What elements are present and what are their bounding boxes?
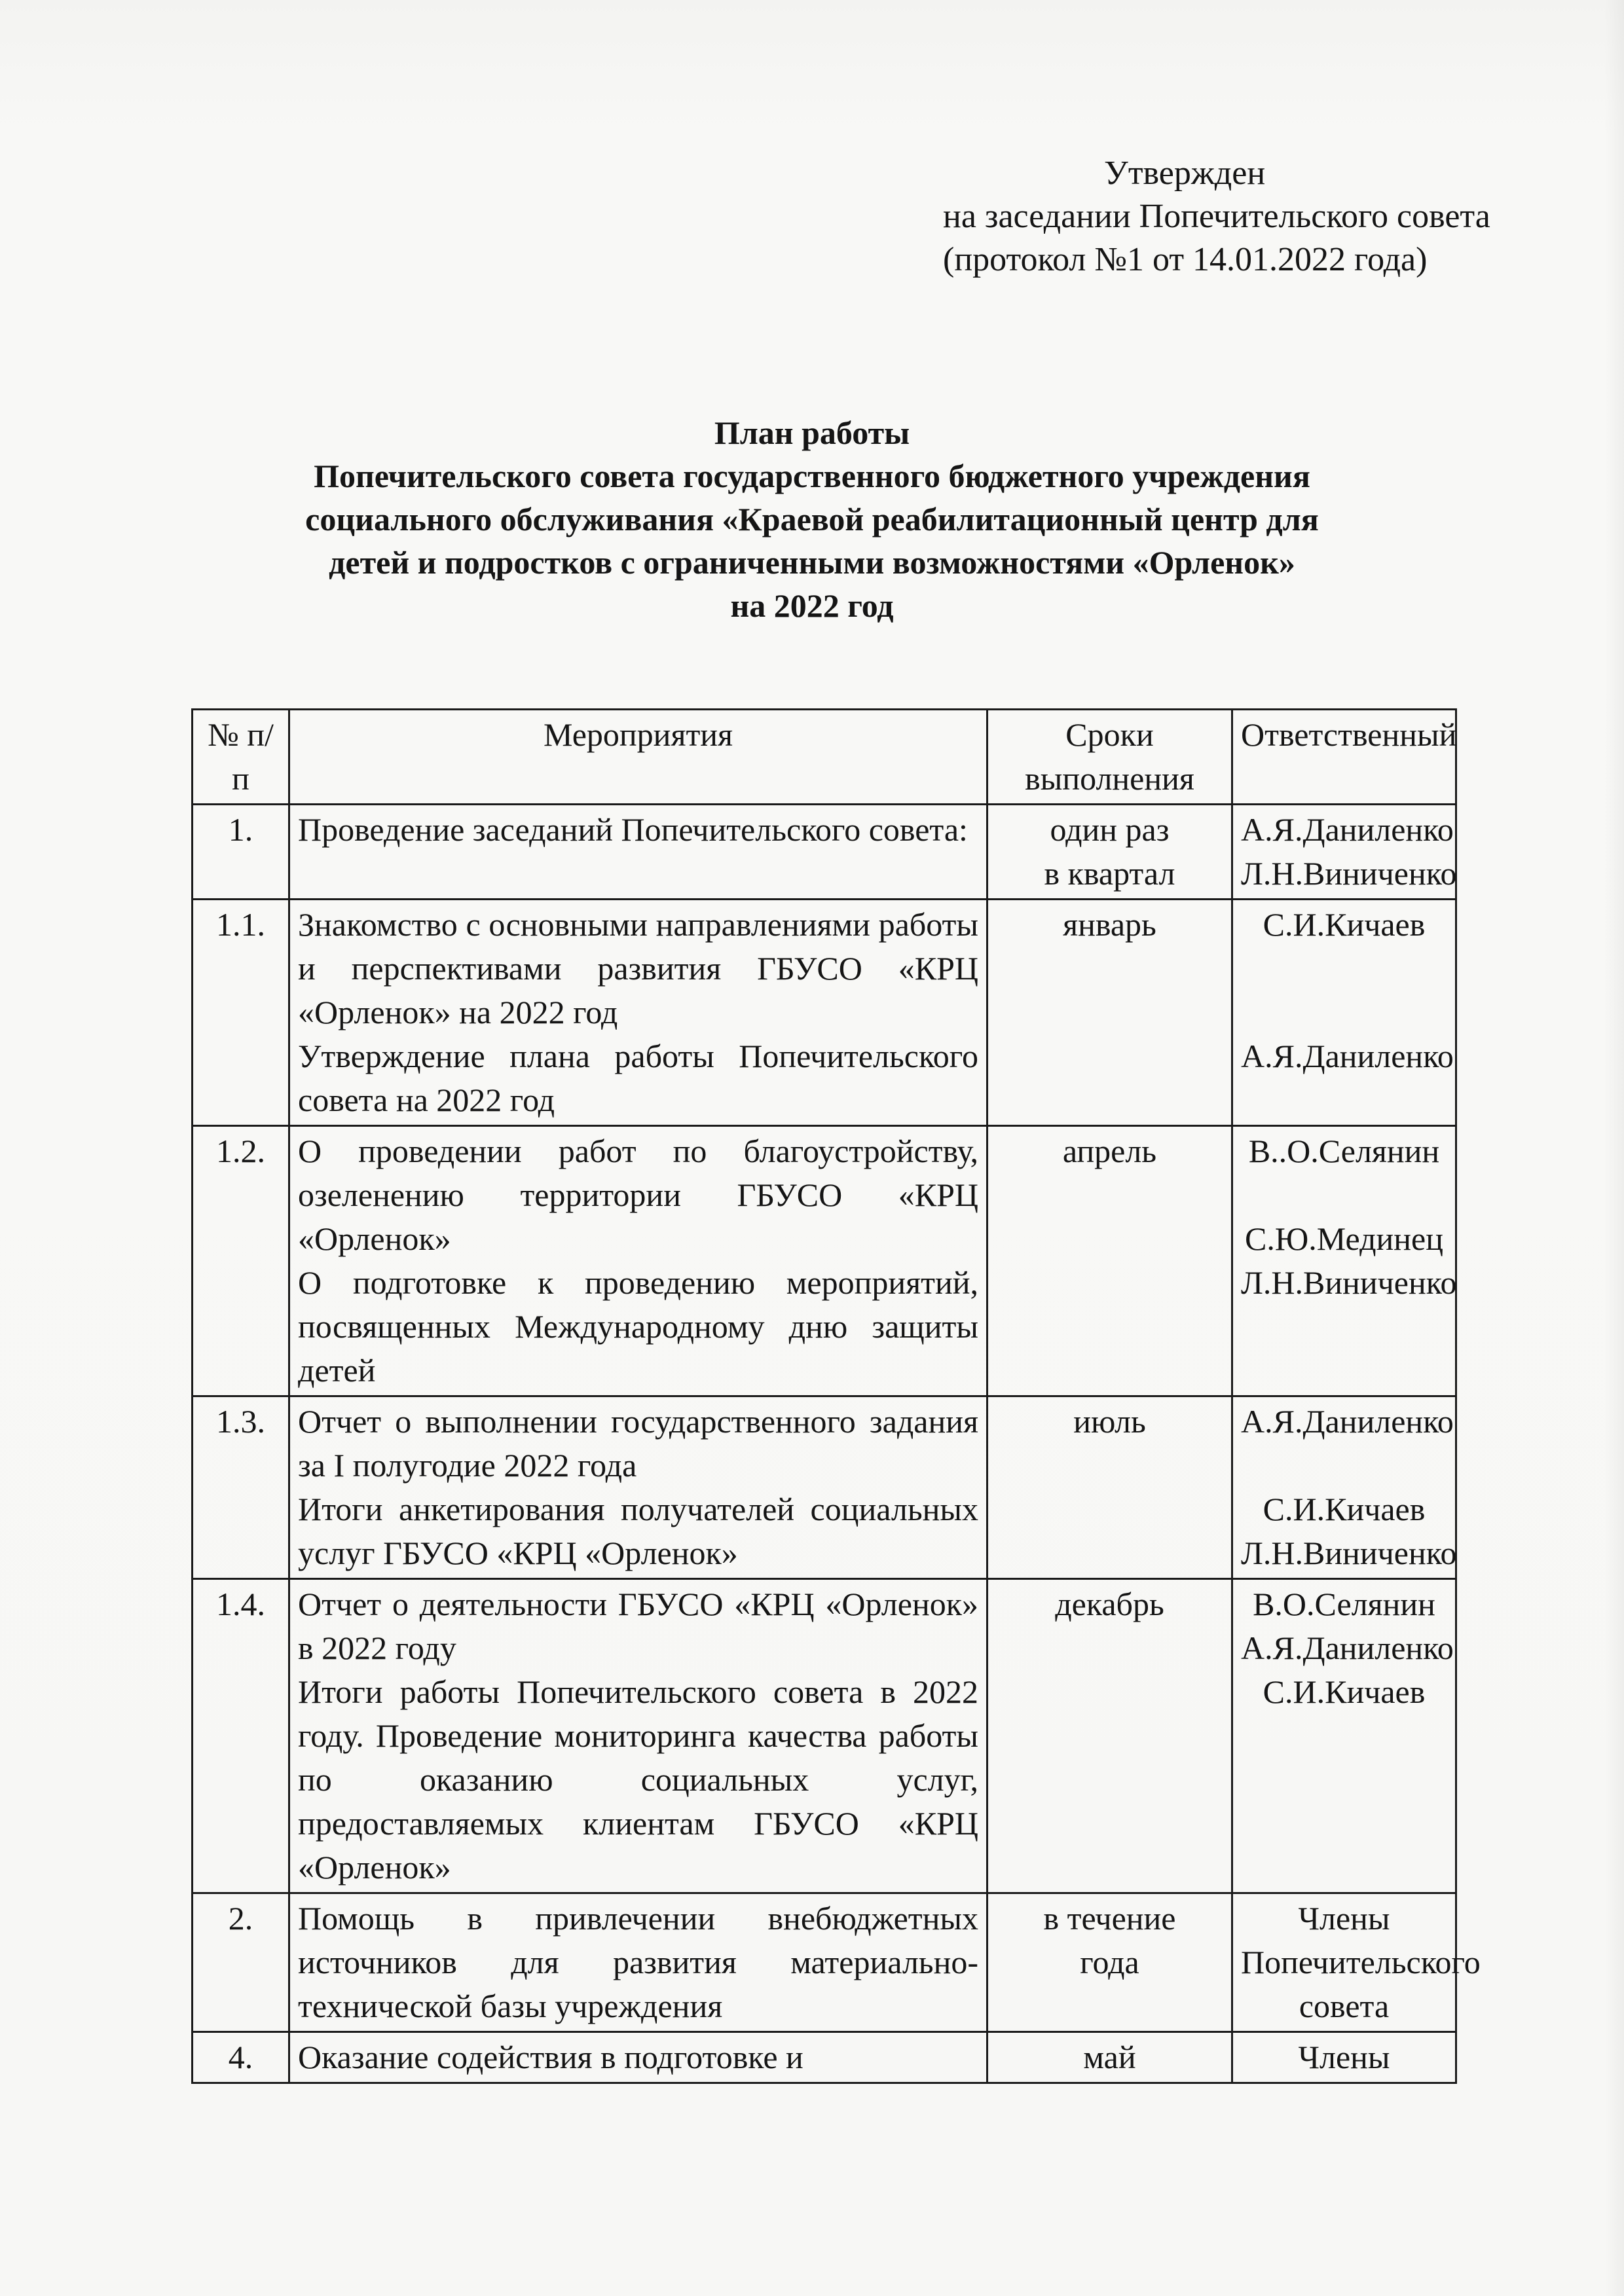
row-term	[987, 1579, 1232, 1893]
term-text: январь	[1063, 906, 1156, 943]
event-text: Оказание содействия в подготовке и	[298, 2039, 803, 2075]
row-event	[289, 1893, 987, 2032]
resp-text: С.И.Кичаев	[1263, 1673, 1426, 1710]
term-text: в квартал	[1044, 855, 1175, 892]
event-text: Отчет о деятельности ГБУСО «КРЦ «Орленок» в 2022 году	[298, 1586, 978, 1666]
resp-text: С.Ю.Мединец	[1245, 1220, 1443, 1257]
work-plan-table	[191, 708, 1481, 2084]
row-num: 1.3.	[193, 1396, 289, 1579]
row-event	[289, 1396, 987, 1579]
row-term	[987, 1126, 1232, 1396]
table-row	[193, 900, 1456, 1126]
title-line-5: на 2022 год	[730, 587, 894, 624]
row-num: 1.4.	[193, 1579, 289, 1893]
row-num: 1.1.	[193, 900, 289, 1126]
row-term	[987, 1893, 1232, 2032]
row-term	[987, 805, 1232, 900]
table-row	[193, 1893, 1456, 2032]
row-num: 1.2.	[193, 1126, 289, 1396]
title-line-4: детей и подростков с ограниченными возможностями «Орленок»	[329, 544, 1295, 581]
resp-text: А.Я.Даниленко	[1241, 1630, 1454, 1666]
row-event	[289, 2032, 987, 2083]
resp-text: Попечительского	[1241, 1944, 1481, 1980]
row-resp	[1232, 1893, 1481, 2032]
title-line-3: социального обслуживания «Краевой реабилитационный центр для	[305, 501, 1319, 538]
event-text: О подготовке к проведению мероприятий, посвященных Международному дню защиты детей	[298, 1264, 978, 1389]
row-term	[987, 2032, 1232, 2083]
row-term	[987, 900, 1232, 1126]
term-text: в течение	[1043, 1900, 1176, 1937]
resp-text: Члены	[1298, 1900, 1390, 1937]
scan-edge-shadow	[1604, 0, 1624, 2296]
event-text: Итоги анкетирования получателей социальных услуг ГБУСО «КРЦ «Орленок»	[298, 1491, 978, 1571]
row-event	[289, 1126, 987, 1396]
event-text: О проведении работ по благоустройству, озеленению территории ГБУСО «КРЦ «Орленок»	[298, 1133, 978, 1257]
resp-text: совета	[1299, 1988, 1390, 2024]
approval-text: на заседании Попечительского совета (протокол №1 от 14.01.2022 года)	[943, 198, 1490, 278]
term-text: один раз	[1050, 811, 1170, 848]
resp-text: А.Я.Даниленко	[1241, 811, 1454, 848]
event-text: Помощь в привлечении внебюджетных источников для развития материально-технической базы учреждения	[298, 1900, 978, 2024]
term-text: апрель	[1062, 1133, 1157, 1169]
header-event: Мероприятия	[289, 710, 987, 805]
resp-text: С.И.Кичаев	[1263, 1491, 1426, 1527]
row-resp	[1232, 2032, 1456, 2083]
table-header-row	[193, 710, 1456, 805]
term-text: май	[1083, 2039, 1136, 2075]
header-resp: Ответственный	[1232, 710, 1456, 805]
row-term	[987, 1396, 1232, 1579]
event-text: Итоги работы Попечительского совета в 2022 году. Проведение мониторинга качества работы по оказанию социальных услуг, предоставляемых клиентам ГБУСО «КРЦ «Орленок»	[298, 1673, 978, 1886]
row-resp	[1232, 900, 1456, 1126]
term-text: июль	[1073, 1403, 1146, 1440]
term-text: декабрь	[1055, 1586, 1164, 1622]
row-event	[289, 900, 987, 1126]
row-resp	[1232, 1579, 1456, 1893]
resp-text: С.И.Кичаев	[1263, 906, 1426, 943]
document-title	[196, 411, 1428, 627]
row-event	[289, 805, 987, 900]
row-resp	[1232, 805, 1456, 900]
event-text: Отчет о выполнении государственного задания за I полугодие 2022 года	[298, 1403, 978, 1484]
title-line-2: Попечительского совета государственного бюджетного учреждения	[314, 458, 1310, 494]
table-row	[193, 1579, 1456, 1893]
row-num: 2.	[193, 1893, 289, 2032]
row-num: 4.	[193, 2032, 289, 2083]
resp-text: Члены	[1298, 2039, 1390, 2075]
title-line-1: План работы	[714, 414, 910, 451]
header-term: Сроки выполнения	[987, 710, 1232, 805]
table-row	[193, 805, 1456, 900]
table-row	[193, 1396, 1456, 1579]
table-row	[193, 1126, 1456, 1396]
row-event	[289, 1579, 987, 1893]
resp-text: Л.Н.Виниченко	[1241, 855, 1457, 892]
resp-text: В.О.Селянин	[1253, 1586, 1435, 1622]
approval-title: Утвержден	[1104, 155, 1266, 192]
row-resp	[1232, 1396, 1456, 1579]
header-num: № п/п	[193, 710, 289, 805]
row-num: 1.	[193, 805, 289, 900]
row-resp	[1232, 1126, 1456, 1396]
resp-text: А.Я.Даниленко	[1241, 1038, 1454, 1074]
event-text: Знакомство с основными направлениями работы и перспективами развития ГБУСО «КРЦ «Орленок» на 2022 год	[298, 906, 978, 1030]
resp-text: Л.Н.Виниченко	[1241, 1264, 1457, 1301]
table-row	[193, 2032, 1456, 2083]
resp-text: А.Я.Даниленко	[1241, 1403, 1454, 1440]
event-text: Проведение заседаний Попечительского совета:	[298, 811, 968, 848]
resp-text: Л.Н.Виниченко	[1241, 1535, 1457, 1571]
approval-stamp	[943, 152, 1532, 282]
event-text: Утверждение плана работы Попечительского совета на 2022 год	[298, 1038, 978, 1118]
resp-text: В..О.Селянин	[1248, 1133, 1440, 1169]
term-text: года	[1080, 1944, 1139, 1980]
